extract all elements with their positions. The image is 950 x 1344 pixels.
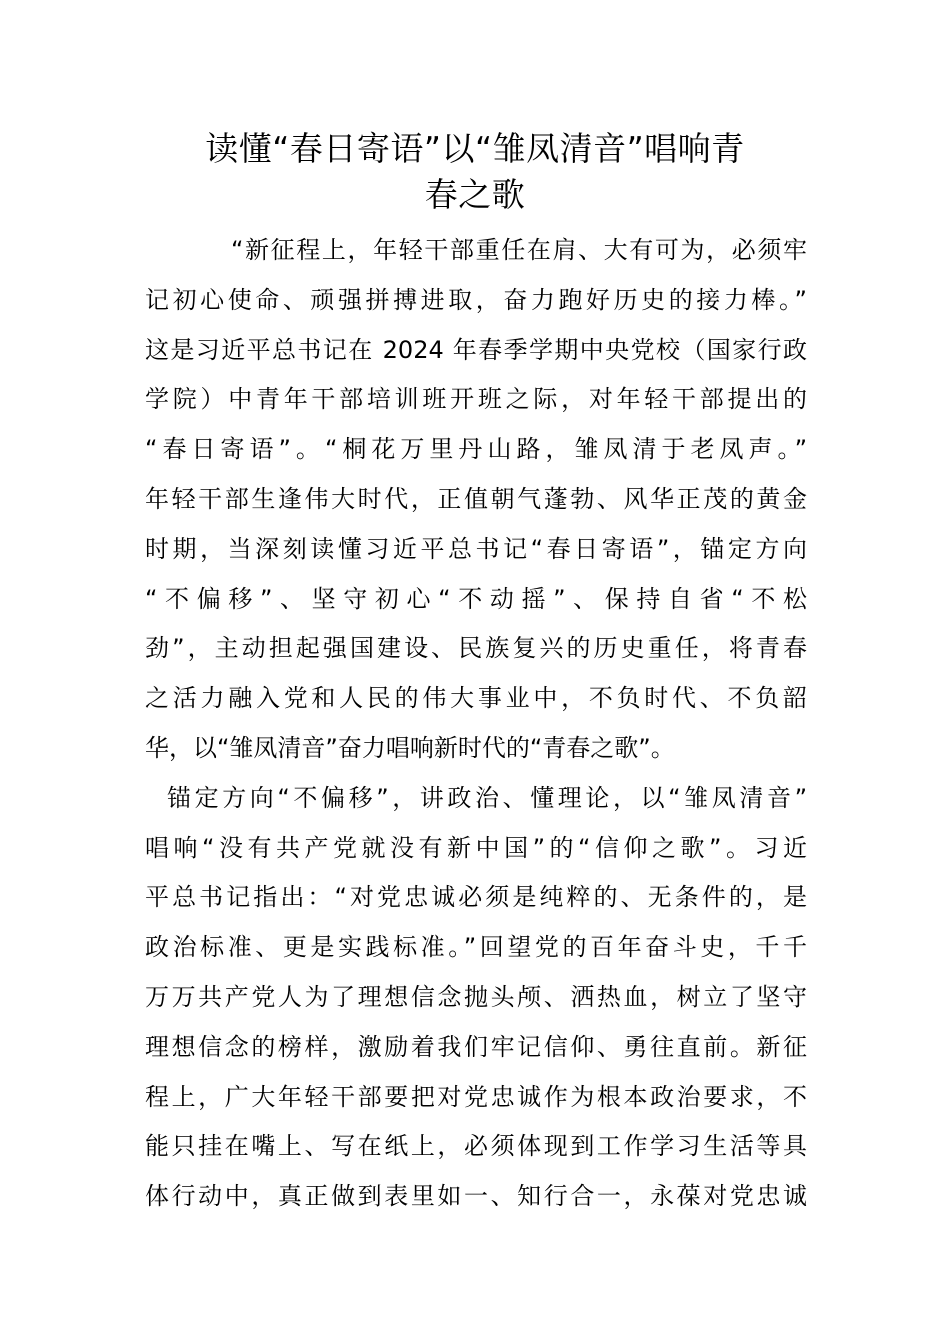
text-line: 平总书记指出：“对党忠诚必须是纯粹的、无条件的，是 (145, 883, 807, 912)
text-line: 年轻干部生逢伟大时代，正值朝气蓬勃、风华正茂的黄金 (145, 484, 807, 513)
text-line: 能只挂在嘴上、写在纸上，必须体现到工作学习生活等具 (145, 1132, 807, 1161)
text-line: 锚定方向“不偏移”，讲政治、懂理论，以“雏凤清音” (167, 783, 807, 812)
text-line: 理想信念的榜样，激励着我们牢记信仰、勇往直前。新征 (145, 1032, 807, 1061)
document-body (145, 226, 807, 1222)
paragraph-2 (145, 774, 807, 1222)
text-line: 学院）中青年干部培训班开班之际，对年轻干部提出的 (145, 385, 807, 414)
text-line: 时期，当深刻读懂习近平总书记“春日寄语”，锚定方向 (145, 534, 807, 563)
text-line: 华，以“雏凤清音”奋力唱响新时代的“青春之歌”。 (145, 733, 675, 762)
text-line: “不偏移”、坚守初心“不动摇”、保持自省“不松 (145, 584, 807, 613)
text-line: 这是习近平总书记在 2024 年春季学期中央党校（国家行政 (145, 335, 807, 364)
text-line: 唱响“没有共产党就没有新中国”的“信仰之歌”。习近 (145, 833, 807, 862)
text-line: 程上，广大年轻干部要把对党忠诚作为根本政治要求，不 (145, 1082, 807, 1111)
title-line-1: 读懂“春日寄语”以“雏凤清音”唱响青 (205, 129, 745, 168)
paragraph-1 (145, 226, 807, 774)
title-line-2: 春之歌 (424, 175, 526, 214)
text-line: 之活力融入党和人民的伟大事业中，不负时代、不负韶 (145, 684, 807, 713)
document-title (145, 126, 805, 218)
text-line: 劲”，主动担起强国建设、民族复兴的历史重任，将青春 (145, 634, 807, 663)
text-line: “新征程上，年轻干部重任在肩、大有可为，必须牢 (231, 236, 807, 264)
text-line: 记初心使命、顽强拼搏进取，奋力跑好历史的接力棒。” (145, 285, 807, 314)
text-line: “春日寄语”。“桐花万里丹山路，雏凤清于老凤声。” (145, 435, 807, 464)
text-line: 万万共产党人为了理想信念抛头颅、洒热血，树立了坚守 (145, 982, 807, 1011)
text-line: 政治标准、更是实践标准。”回望党的百年奋斗史，千千 (145, 933, 807, 962)
text-line: 体行动中，真正做到表里如一、知行合一，永葆对党忠诚 (145, 1182, 807, 1211)
